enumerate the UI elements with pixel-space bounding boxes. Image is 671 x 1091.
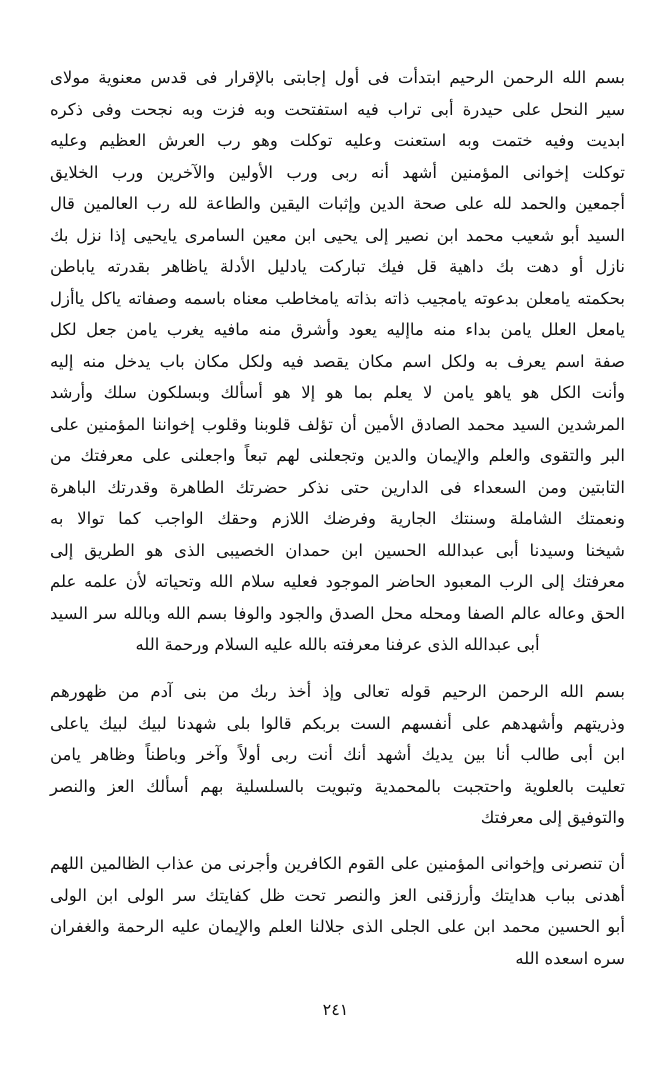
text-line: أبو الحسين محمد ابن على الجلى الذى جلالنا العلم والإيمان عليه الرحمة والغفران <box>50 917 625 936</box>
text-line: شيخنا وسيدنا أبى عبدالله الحسين ابن حمدان الخصيبى الذى هو الطريق إلى <box>50 540 625 560</box>
text-line: البر والتقوى والعلم والإيمان والدين وتجعلنى لهم تبعاً واجعلنى على معرفتك من <box>50 446 625 465</box>
text-line: سير النحل على حيدرة أبى تراب فيه استفتحت وبه فزت وبه نجحت وفى ذكره <box>50 99 625 119</box>
text-line: وذريتهم وأشهدهم على أنفسهم الست بربكم قالوا بلى شهدنا لبيك لبيك ياعلى <box>50 713 625 733</box>
paragraph-1 <box>50 62 625 661</box>
text-line: الحق وعاله عالم الصفا ومحله محل الصدق والجود والوفا بسم الله وبالله سر السيد <box>50 603 625 623</box>
text-line: ابن أبى طالب أنا بين يديك أشهد أنك أنت ربى أولاً وآخر وباطناً وظاهر يامن <box>50 745 625 764</box>
text-line: ونعمتك الشاملة وسنتك الجارية وفرضك اللازم وحقك الواجب كما توالا به <box>50 509 625 528</box>
text-line: صفة اسم يعرف به ولكل اسم مكان يقصد فيه ولكل مكان باب يدخل منه إليه <box>50 351 625 371</box>
text-line: بحكمته يامعلن بدعوته يامجيب ذاته بذاته يامخاطب معناه باسمه وصفاته ياكل ياأزل <box>50 288 625 308</box>
text-line: أهدنى بباب هدايتك وأرزقنى العز والنصر تحت ظل كفايتك سر الولى ابن الولى <box>50 885 625 905</box>
page-number: ٢٤١ <box>322 1000 349 1019</box>
text-line: يامعل العلل يامن بداء منه ماإليه يعود وأشرق منه مافيه يغرب يامن جعل لكل <box>50 320 625 339</box>
text-line: تعليت بالعلوية واحتجبت بالمحمدية وتبويت بالسلسلية بهم أسألك العز والنصر <box>50 776 625 796</box>
text-line: السيد أبو شعيب محمد ابن نصير إلى يحيى ابن معين السامرى يايحيى إذا نزل بك <box>50 225 625 245</box>
text-line: والتوفيق إلى معرفتك <box>480 808 625 827</box>
text-line: المرشدين السيد محمد الصادق الأمين أن تؤلف قلوبنا وقلوب إخواننا المؤمنين على <box>50 414 625 434</box>
paragraph-2 <box>50 676 625 834</box>
text-line: توكلت إخوانى المؤمنين أشهد أنه ربى ورب الأولين والآخرين ورب الخلايق <box>50 162 625 182</box>
text-line: معرفتك إلى الرب المعبود الحاضر الموجود فعليه سلام الله وتحياته لأن علمه علم <box>50 572 625 591</box>
text-line: سره اسعده الله <box>515 948 625 968</box>
text-line: نازل أو دهت بك داهية قل فيك تباركت يادليل الأدلة ياظاهر بقدرته ياباطن <box>50 257 625 276</box>
text-line: بسم الله الرحمن الرحيم قوله تعالى وإذ أخذ ربك من بنى آدم من ظهورهم <box>50 682 625 701</box>
text-line: بسم الله الرحمن الرحيم ابتدأت فى أول إجابتى بالإقرار فى قدس معنوية مولاى <box>50 68 625 87</box>
text-line: أجمعين والحمد لله على صحة الدين وإثبات اليقين والطاعة لله رب العالمين قال <box>50 194 625 213</box>
text-line: ابديت وفيه ختمت وبه استعنت وعليه توكلت وهو رب العرش العظيم وعليه <box>50 131 625 150</box>
text-line: التابتين ومن السعداء فى الدارين حتى نذكر حضرتك الطاهرة وقدرتك الباهرة <box>50 477 625 497</box>
text-line: وأنت الكل هو ياهو يامن لا يعلم بما هو إلا هو أسألك وبسلكون سلك وأرشد <box>50 383 625 402</box>
text-line: أبى عبدالله الذى عرفنا معرفته بالله عليه السلام ورحمة الله <box>135 635 540 654</box>
text-line: أن تنصرنى وإخوانى المؤمنين على القوم الكافرين وأجرنى من عذاب الظالمين اللهم <box>50 854 625 873</box>
paragraph-3 <box>50 848 625 974</box>
